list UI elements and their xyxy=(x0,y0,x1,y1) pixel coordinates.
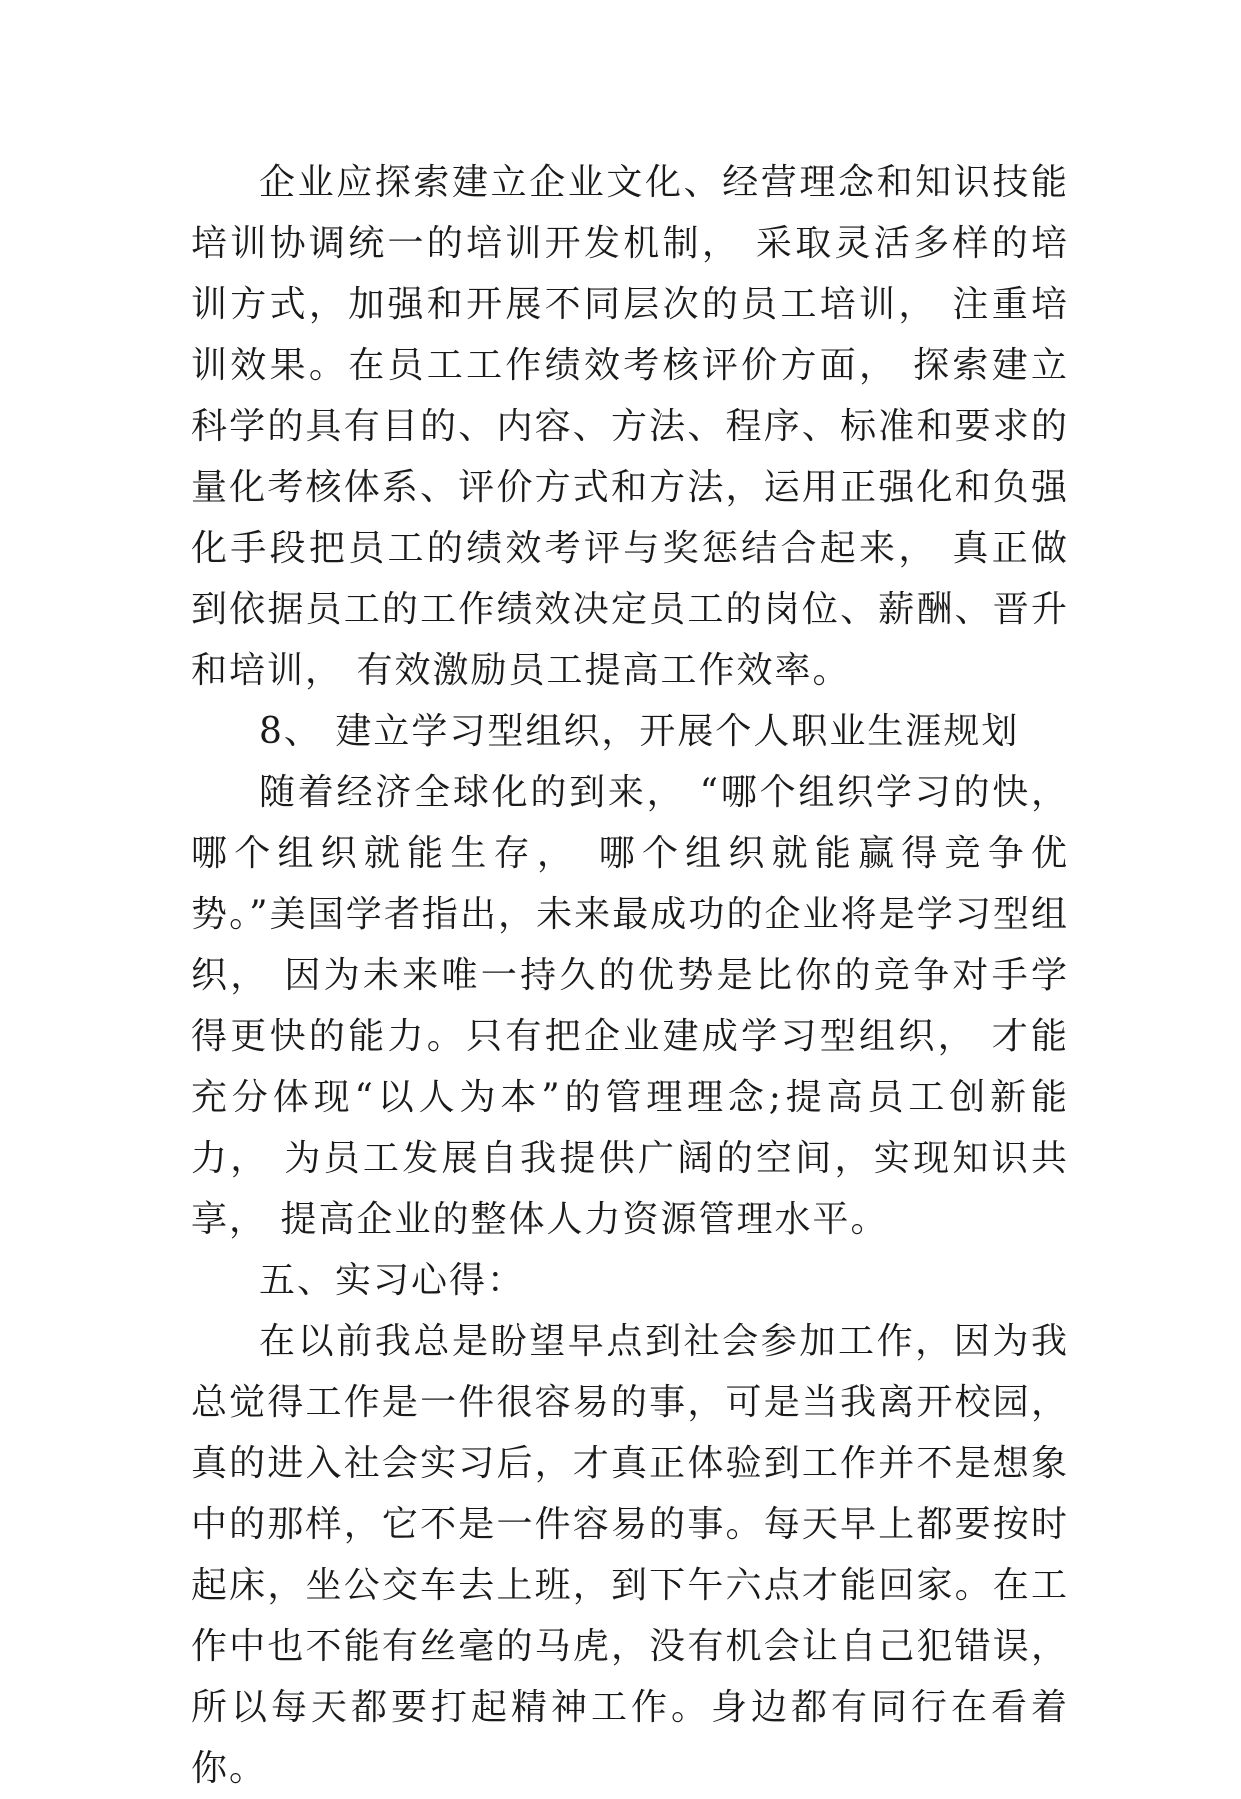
document-body xyxy=(191,152,1069,1799)
section-heading-learning-organization: 8、 建立学习型组织，开展个人职业生涯规划 xyxy=(259,711,1020,752)
paragraph-training: 企业应探索建立企业文化、经营理念和知识技能培训协调统一的培训开发机制， 采取灵活多样的培训方式，加强和开展不同层次的员工培训， 注重培训效果。在员工工作绩效考核评价方面， 探索建立科学的具有目的、内容、方法、程序、标准和要求的量化考核体系、评价方式和方法，运用正强化和负强化手段把员工的绩效考评与奖惩结合起来， 真正做到依据员工的工作绩效决定员工的岗位、薪酬、晋升和培训， 有效激励员工提高工作效率。 xyxy=(191,162,1069,691)
paragraph-internship-reflection: 在以前我总是盼望早点到社会参加工作，因为我总觉得工作是一件很容易的事，可是当我离开校园，真的进入社会实习后，才真正体验到工作并不是想象中的那样，它不是一件容易的事。每天早上都要按时起床，坐公交车去上班，到下午六点才能回家。在工作中也不能有丝毫的马虎，没有机会让自己犯错误，所以每天都要打起精神工作。身边都有同行在看着你。 xyxy=(191,1321,1069,1789)
section-heading-internship-reflection: 五、实习心得： xyxy=(259,1260,526,1301)
paragraph-learning-organization: 随着经济全球化的到来， “哪个组织学习的快， 哪个组织就能生存， 哪个组织就能赢得竞争优势。”美国学者指出，未来最成功的企业将是学习型组织， 因为未来唯一持久的优势是比你的竞争对手学得更快的能力。只有把企业建成学习型组织， 才能充分体现“以人为本”的管理理念;提高员工创新能力， 为员工发展自我提供广阔的空间，实现知识共享， 提高企业的整体人力资源管理水平。 xyxy=(191,772,1069,1240)
